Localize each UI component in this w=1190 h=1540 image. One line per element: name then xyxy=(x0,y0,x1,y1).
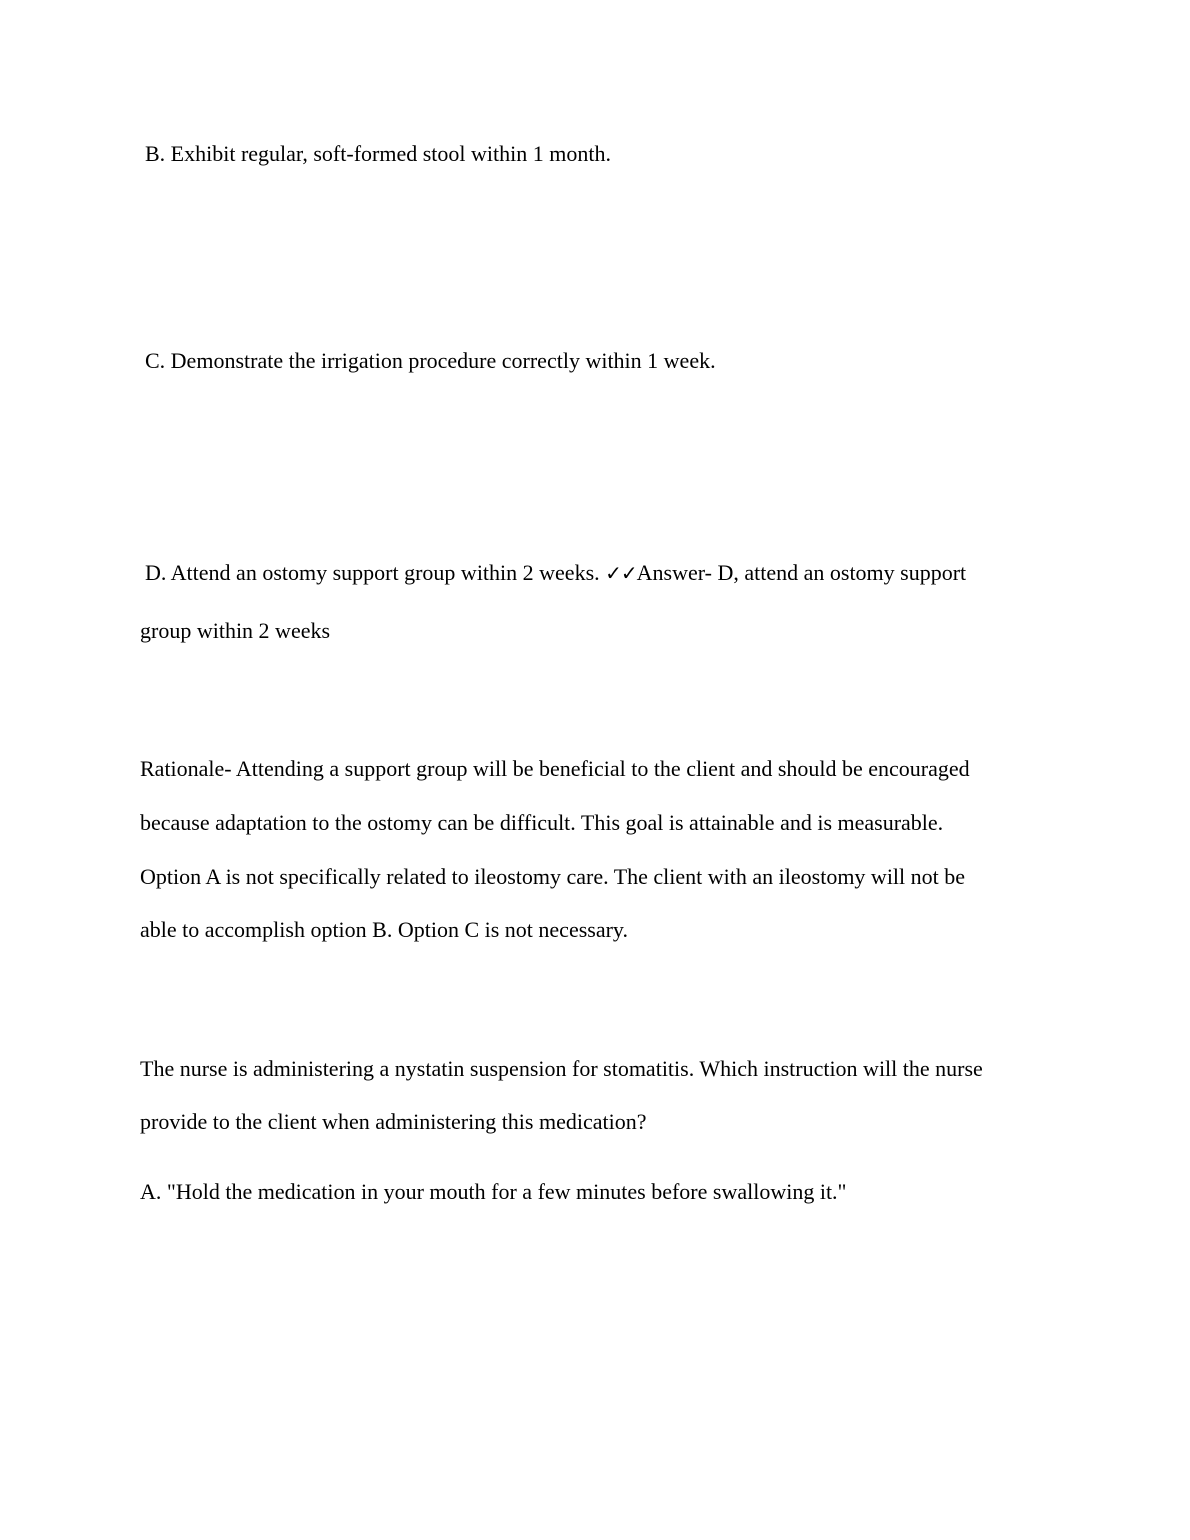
option-b: B. Exhibit regular, soft-formed stool within 1 month. xyxy=(145,141,611,166)
option-c: C. Demonstrate the irrigation procedure correctly within 1 week. xyxy=(145,348,716,373)
rationale-line: able to accomplish option B. Option C is not necessary. xyxy=(140,917,628,942)
option-d-line xyxy=(145,559,966,587)
rationale-line: Option A is not specifically related to ileostomy care. The client with an ileostomy will not be xyxy=(140,864,966,889)
answer-text: Answer- D, attend an ostomy support xyxy=(636,560,967,585)
option-d: D. Attend an ostomy support group within 2 weeks. xyxy=(145,560,600,585)
rationale-line: because adaptation to the ostomy can be difficult. This goal is attainable and is measurable. xyxy=(140,810,944,835)
answer-text-continued: group within 2 weeks xyxy=(140,618,331,643)
rationale-line: Rationale- Attending a support group will be beneficial to the client and should be encouraged xyxy=(140,756,970,781)
option-a: A. "Hold the medication in your mouth for a few minutes before swallowing it." xyxy=(140,1179,847,1204)
double-check-icon: ✓✓ xyxy=(605,561,637,585)
question-line: The nurse is administering a nystatin suspension for stomatitis. Which instruction will the nurse xyxy=(140,1056,983,1081)
question-line: provide to the client when administering this medication? xyxy=(140,1109,647,1134)
